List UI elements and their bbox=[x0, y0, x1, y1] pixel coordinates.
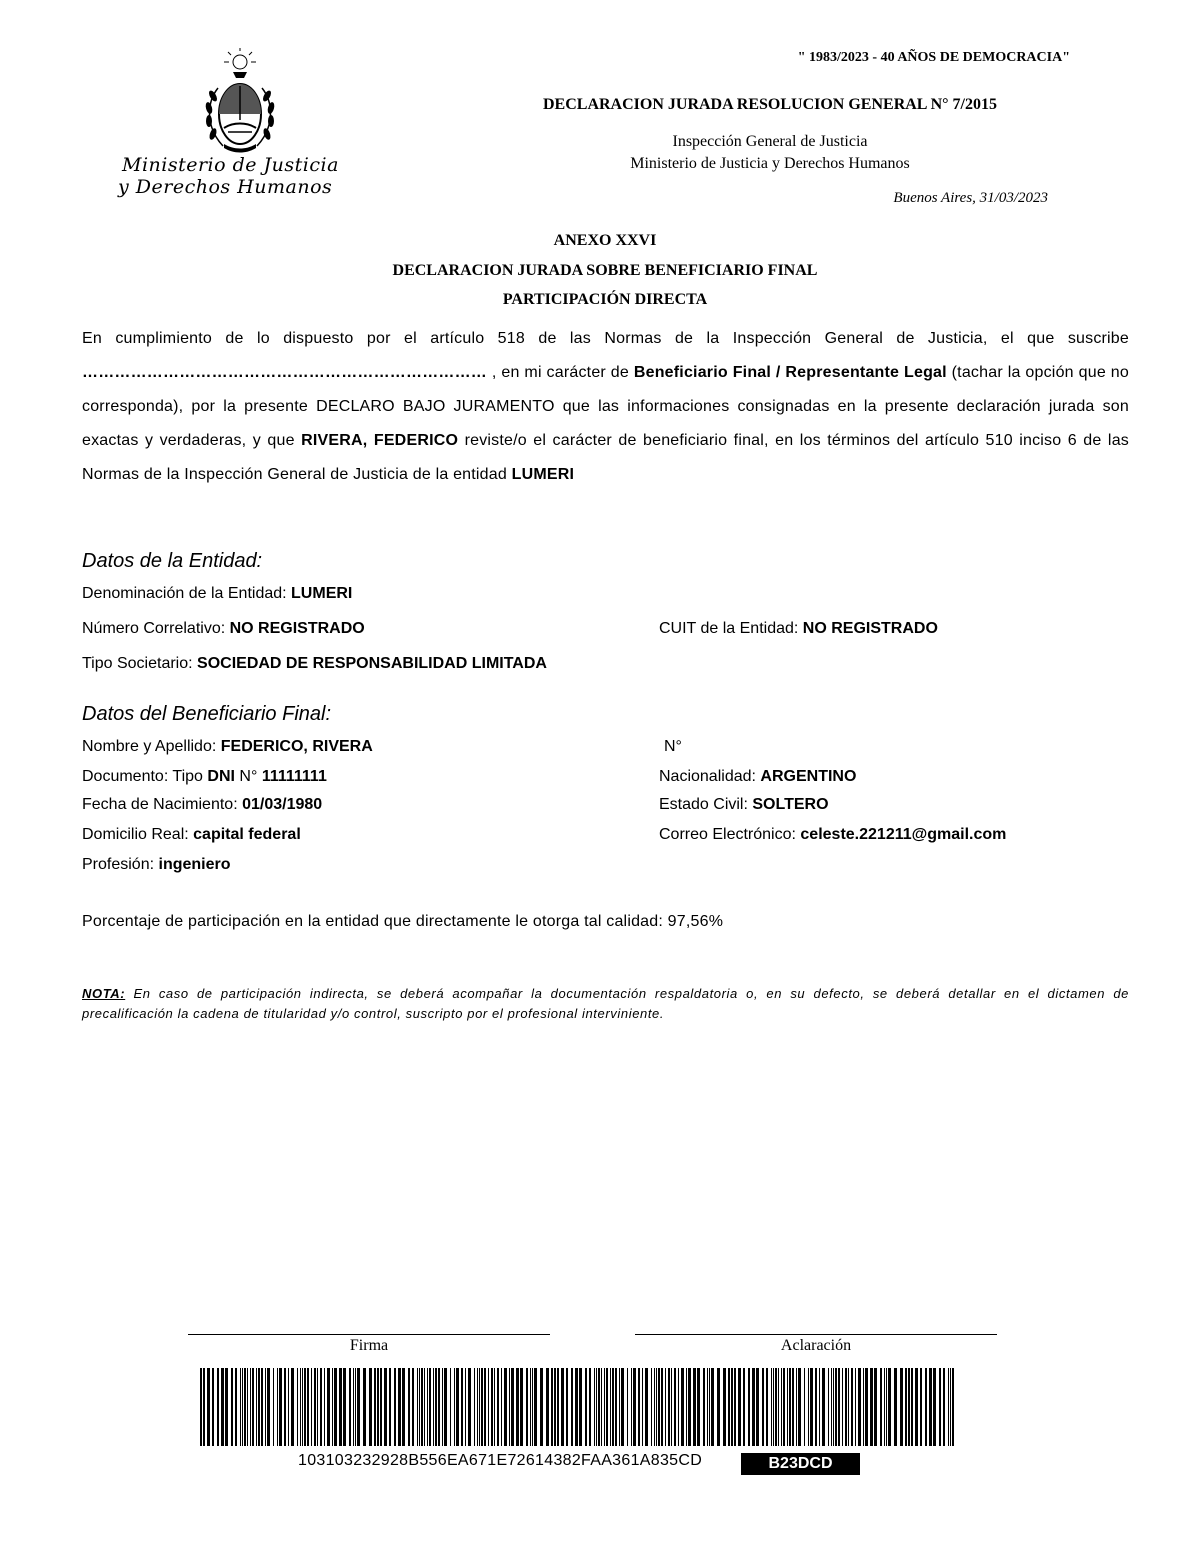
civil-status-value: SOLTERO bbox=[752, 796, 829, 813]
barcode-bar bbox=[551, 1368, 553, 1446]
document-label: Documento: Tipo bbox=[82, 768, 203, 785]
barcode-bar bbox=[661, 1368, 663, 1446]
barcode-bar bbox=[207, 1368, 210, 1446]
entity-number-value: NO REGISTRADO bbox=[229, 620, 365, 637]
barcode-bar bbox=[421, 1368, 423, 1446]
barcode-bar bbox=[343, 1368, 346, 1446]
body-part-1: En cumplimiento de lo dispuesto por el artículo 518 de las Normas de la Inspección General de Justicia, el que suscribe bbox=[82, 330, 1129, 347]
entity-name-value: LUMERI bbox=[291, 585, 353, 602]
barcode-bar bbox=[526, 1368, 528, 1446]
barcode-bar bbox=[828, 1368, 829, 1446]
barcode-bar bbox=[317, 1368, 318, 1446]
entity-type-value: SOCIEDAD DE RESPONSABILIDAD LIMITADA bbox=[197, 655, 547, 672]
beneficiary-number-label: N° bbox=[664, 738, 682, 755]
barcode-bar bbox=[484, 1368, 486, 1446]
barcode-bar bbox=[279, 1368, 282, 1446]
barcode-bar bbox=[477, 1368, 478, 1446]
barcode-bar bbox=[838, 1368, 840, 1446]
barcode-bar bbox=[920, 1368, 922, 1446]
entity-type-field bbox=[82, 655, 547, 673]
barcode-bar bbox=[845, 1368, 847, 1446]
barcode-bar bbox=[258, 1368, 260, 1446]
barcode-bar bbox=[481, 1368, 483, 1446]
barcode-bar bbox=[709, 1368, 710, 1446]
barcode-bar bbox=[756, 1368, 759, 1446]
barcode-bar bbox=[302, 1368, 303, 1446]
barcode-bar bbox=[291, 1368, 294, 1446]
barcode-bar bbox=[332, 1368, 333, 1446]
barcode-bar bbox=[752, 1368, 755, 1446]
barcode-bar bbox=[334, 1368, 337, 1446]
barcode-bar bbox=[501, 1368, 502, 1446]
barcode-bar bbox=[355, 1368, 356, 1446]
barcode-bar bbox=[374, 1368, 376, 1446]
barcode-bar bbox=[884, 1368, 885, 1446]
barcode-bar bbox=[773, 1368, 774, 1446]
barcode-bar bbox=[217, 1368, 219, 1446]
barcode-bar bbox=[707, 1368, 708, 1446]
barcode-bar bbox=[792, 1368, 794, 1446]
barcode-bar bbox=[438, 1368, 440, 1446]
ministry-line-2: y Derechos Humanos bbox=[118, 176, 333, 198]
barcode-bar bbox=[651, 1368, 652, 1446]
document-number-label: N° bbox=[239, 768, 258, 785]
barcode-bar bbox=[349, 1368, 351, 1446]
barcode-bar bbox=[534, 1368, 537, 1446]
barcode-bar bbox=[377, 1368, 379, 1446]
barcode-bar bbox=[265, 1368, 266, 1446]
barcode-bar bbox=[658, 1368, 660, 1446]
barcode-bar bbox=[530, 1368, 531, 1446]
barcode-bar bbox=[606, 1368, 608, 1446]
barcode-bar bbox=[863, 1368, 864, 1446]
barcode-bar bbox=[384, 1368, 387, 1446]
signer-blank: ………………………………………………………………… bbox=[82, 364, 487, 381]
barcode-bar bbox=[874, 1368, 877, 1446]
barcode-bar bbox=[810, 1368, 813, 1446]
barcode-bar bbox=[250, 1368, 251, 1446]
barcode-bar bbox=[284, 1368, 286, 1446]
barcode-bar bbox=[678, 1368, 679, 1446]
barcode-bar bbox=[212, 1368, 214, 1446]
barcode-bar bbox=[288, 1368, 289, 1446]
clarification-label: Aclaración bbox=[780, 1337, 852, 1354]
barcode-bar bbox=[908, 1368, 910, 1446]
ministry-name bbox=[118, 154, 368, 198]
barcode-bar bbox=[474, 1368, 475, 1446]
barcode-bar bbox=[723, 1368, 726, 1446]
barcode-bar bbox=[681, 1368, 684, 1446]
barcode-bar bbox=[796, 1368, 797, 1446]
barcode-bar bbox=[398, 1368, 401, 1446]
barcode-bar bbox=[848, 1368, 849, 1446]
barcode-bar bbox=[532, 1368, 533, 1446]
nationality-field bbox=[659, 768, 856, 786]
civil-status-label: Estado Civil: bbox=[659, 796, 748, 813]
barcode-bar bbox=[880, 1368, 882, 1446]
barcode-bar bbox=[516, 1368, 519, 1446]
barcode-bar bbox=[933, 1368, 936, 1446]
barcode-bar bbox=[554, 1368, 556, 1446]
email-field bbox=[659, 826, 1006, 844]
barcode-bar bbox=[596, 1368, 597, 1446]
barcode-bar bbox=[435, 1368, 437, 1446]
signature-line bbox=[188, 1334, 550, 1335]
barcode-bar bbox=[633, 1368, 636, 1446]
barcode-bar bbox=[579, 1368, 582, 1446]
barcode-bar bbox=[497, 1368, 499, 1446]
barcode-bar bbox=[815, 1368, 817, 1446]
barcode-bar bbox=[819, 1368, 820, 1446]
barcode-bar bbox=[589, 1368, 591, 1446]
body-part-4: reviste/o el carácter de beneficiario final, en los términos del artículo 510 inciso 6 de las Normas de la Inspección General de Justicia de la entidad bbox=[82, 432, 1129, 483]
barcode-bar bbox=[339, 1368, 342, 1446]
barcode-bar bbox=[929, 1368, 932, 1446]
barcode-bar bbox=[833, 1368, 834, 1446]
barcode-bar bbox=[743, 1368, 745, 1446]
entity-name: LUMERI bbox=[511, 466, 575, 483]
birth-date-label: Fecha de Nacimiento: bbox=[82, 796, 238, 813]
profession-label: Profesión: bbox=[82, 856, 155, 873]
barcode-bar bbox=[267, 1368, 270, 1446]
inspection-line-1: Inspección General de Justicia bbox=[672, 133, 868, 150]
barcode-bar bbox=[783, 1368, 785, 1446]
entity-cuit-field bbox=[659, 620, 938, 638]
barcode-bar bbox=[654, 1368, 655, 1446]
barcode-bar bbox=[252, 1368, 254, 1446]
barcode-bar bbox=[686, 1368, 687, 1446]
beneficiary-name-value: FEDERICO, RIVERA bbox=[220, 738, 373, 755]
barcode-bar bbox=[915, 1368, 918, 1446]
barcode-bar bbox=[594, 1368, 595, 1446]
barcode-bar bbox=[822, 1368, 825, 1446]
barcode-bar bbox=[203, 1368, 205, 1446]
note-label: NOTA: bbox=[82, 986, 126, 1001]
barcode-bar bbox=[479, 1368, 480, 1446]
barcode-bar bbox=[566, 1368, 568, 1446]
barcode-bar bbox=[571, 1368, 573, 1446]
barcode-bar bbox=[842, 1368, 843, 1446]
barcode-bar bbox=[540, 1368, 543, 1446]
barcode-bar bbox=[261, 1368, 263, 1446]
barcode-bar bbox=[429, 1368, 431, 1446]
body-part-2: , en mi carácter de bbox=[491, 364, 629, 381]
barcode-bar bbox=[327, 1368, 330, 1446]
barcode-bar bbox=[642, 1368, 643, 1446]
document-date: Buenos Aires, 31/03/2023 bbox=[893, 190, 1048, 206]
profession-value: ingeniero bbox=[158, 856, 231, 873]
nationality-value: ARGENTINO bbox=[760, 768, 857, 785]
barcode-bar bbox=[604, 1368, 605, 1446]
barcode-bar bbox=[911, 1368, 913, 1446]
note-text: En caso de participación indirecta, se deberá acompañar la documentación respaldatoria o, en su defecto, se deberá detallar en el dictamen de precalificación la cadena de titularidad y/o control, suscripto por el profesional interviniente. bbox=[82, 986, 1129, 1021]
barcode-bar bbox=[256, 1368, 257, 1446]
barcode-bar bbox=[456, 1368, 459, 1446]
barcode bbox=[198, 1368, 958, 1446]
barcode-bar bbox=[300, 1368, 301, 1446]
barcode-bar bbox=[247, 1368, 248, 1446]
barcode-bar bbox=[444, 1368, 447, 1446]
barcode-bar bbox=[221, 1368, 224, 1446]
barcode-bar bbox=[703, 1368, 705, 1446]
barcode-bar bbox=[240, 1368, 241, 1446]
barcode-bar bbox=[324, 1368, 325, 1446]
barcode-bar bbox=[697, 1368, 700, 1446]
barcode-bar bbox=[427, 1368, 428, 1446]
barcode-bar bbox=[775, 1368, 777, 1446]
barcode-bar bbox=[621, 1368, 624, 1446]
barcode-bar bbox=[638, 1368, 640, 1446]
barcode-bar bbox=[717, 1368, 720, 1446]
barcode-bar bbox=[389, 1368, 391, 1446]
barcode-bar bbox=[402, 1368, 405, 1446]
barcode-bar bbox=[450, 1368, 451, 1446]
civil-status-field bbox=[659, 796, 829, 814]
birth-date-value: 01/03/1980 bbox=[242, 796, 323, 813]
barcode-bar bbox=[804, 1368, 805, 1446]
barcode-bar bbox=[561, 1368, 564, 1446]
barcode-bar bbox=[894, 1368, 897, 1446]
barcode-bar bbox=[314, 1368, 316, 1446]
barcode-bar bbox=[235, 1368, 237, 1446]
barcode-bar bbox=[610, 1368, 611, 1446]
barcode-bar bbox=[465, 1368, 466, 1446]
barcode-bar bbox=[412, 1368, 414, 1446]
barcode-bar bbox=[273, 1368, 274, 1446]
issuing-authority bbox=[470, 131, 1070, 175]
document-field bbox=[82, 768, 327, 786]
barcode-bar bbox=[766, 1368, 768, 1446]
beneficiary-section-heading: Datos del Beneficiario Final: bbox=[82, 703, 332, 725]
annex-title: ANEXO XXVI bbox=[553, 232, 657, 249]
barcode-check-code: B23DCD bbox=[741, 1453, 860, 1475]
barcode-bar bbox=[419, 1368, 420, 1446]
barcode-bar bbox=[771, 1368, 772, 1446]
participation-percentage: Porcentaje de participación en la entidad que directamente le otorga tal calidad: 97,56% bbox=[82, 913, 724, 930]
barcode-bar bbox=[939, 1368, 941, 1446]
barcode-bar bbox=[900, 1368, 903, 1446]
barcode-bar bbox=[619, 1368, 620, 1446]
barcode-bar bbox=[244, 1368, 246, 1446]
barcode-bar bbox=[468, 1368, 471, 1446]
barcode-bar bbox=[781, 1368, 782, 1446]
barcode-bar bbox=[943, 1368, 945, 1446]
barcode-bar bbox=[798, 1368, 801, 1446]
barcode-bar bbox=[748, 1368, 750, 1446]
barcode-bar bbox=[369, 1368, 372, 1446]
barcode-bar bbox=[491, 1368, 493, 1446]
role-text: Beneficiario Final / Representante Legal bbox=[633, 364, 947, 381]
inspection-line-2: Ministerio de Justicia y Derechos Humanos bbox=[630, 155, 910, 172]
birth-date-field bbox=[82, 796, 322, 814]
barcode-bar bbox=[394, 1368, 396, 1446]
email-label: Correo Electrónico: bbox=[659, 826, 796, 843]
barcode-bar bbox=[380, 1368, 382, 1446]
barcode-bar bbox=[952, 1368, 954, 1446]
barcode-bar bbox=[297, 1368, 298, 1446]
barcode-bar bbox=[688, 1368, 691, 1446]
barcode-bar bbox=[855, 1368, 856, 1446]
barcode-bar bbox=[442, 1368, 443, 1446]
barcode-bar bbox=[731, 1368, 733, 1446]
barcode-bar bbox=[693, 1368, 696, 1446]
barcode-bar bbox=[631, 1368, 632, 1446]
beneficiary-name: RIVERA, FEDERICO bbox=[301, 432, 459, 449]
barcode-bar bbox=[357, 1368, 360, 1446]
barcode-bar bbox=[787, 1368, 788, 1446]
barcode-bar bbox=[674, 1368, 676, 1446]
entity-name-field bbox=[82, 585, 352, 603]
barcode-bar bbox=[353, 1368, 354, 1446]
barcode-bar bbox=[831, 1368, 832, 1446]
barcode-bar bbox=[734, 1368, 736, 1446]
barcode-bar bbox=[738, 1368, 741, 1446]
barcode-bar bbox=[504, 1368, 507, 1446]
ministry-line-1: Ministerio de Justicia bbox=[122, 154, 339, 176]
barcode-bar bbox=[509, 1368, 510, 1446]
barcode-bar bbox=[711, 1368, 714, 1446]
barcode-bar bbox=[520, 1368, 523, 1446]
barcode-bar bbox=[417, 1368, 418, 1446]
barcode-bar bbox=[888, 1368, 891, 1446]
barcode-bar bbox=[307, 1368, 309, 1446]
barcode-bar bbox=[905, 1368, 907, 1446]
barcode-bar bbox=[598, 1368, 600, 1446]
barcode-bar bbox=[461, 1368, 463, 1446]
barcode-bar bbox=[408, 1368, 410, 1446]
barcode-number: 103103232928B556EA671E72614382FAA361A835CD bbox=[298, 1452, 703, 1469]
beneficiary-name-field bbox=[82, 738, 373, 756]
barcode-bar bbox=[612, 1368, 614, 1446]
barcode-bar bbox=[615, 1368, 617, 1446]
barcode-bar bbox=[762, 1368, 764, 1446]
barcode-bar bbox=[728, 1368, 730, 1446]
entity-cuit-value: NO REGISTRADO bbox=[802, 620, 938, 637]
body-part-3: (tachar la opción que no corresponda), por la presente DECLARO BAJO JURAMENTO que las informaciones consignadas en la presente declaración jurada son exactas y verdaderas, y que bbox=[82, 364, 1129, 449]
barcode-bar bbox=[950, 1368, 951, 1446]
barcode-bar bbox=[200, 1368, 202, 1446]
address-label: Domicilio Real: bbox=[82, 826, 189, 843]
entity-number-label: Número Correlativo: bbox=[82, 620, 226, 637]
entity-cuit-label: CUIT de la Entidad: bbox=[659, 620, 799, 637]
barcode-bar bbox=[870, 1368, 873, 1446]
barcode-bar bbox=[808, 1368, 809, 1446]
barcode-bar bbox=[865, 1368, 868, 1446]
barcode-bar bbox=[778, 1368, 779, 1446]
profession-field bbox=[82, 856, 231, 874]
barcode-bar bbox=[575, 1368, 578, 1446]
barcode-bar bbox=[851, 1368, 853, 1446]
clarification-line bbox=[635, 1334, 997, 1335]
barcode-bar bbox=[886, 1368, 887, 1446]
barcode-bar bbox=[363, 1368, 366, 1446]
barcode-bar bbox=[454, 1368, 455, 1446]
barcode-bar bbox=[645, 1368, 648, 1446]
barcode-bar bbox=[424, 1368, 425, 1446]
note-block bbox=[82, 984, 1129, 1024]
barcode-bar bbox=[925, 1368, 927, 1446]
barcode-bar bbox=[433, 1368, 434, 1446]
barcode-bar bbox=[627, 1368, 628, 1446]
barcode-bar bbox=[601, 1368, 602, 1446]
barcode-bar bbox=[671, 1368, 672, 1446]
barcode-bar bbox=[835, 1368, 837, 1446]
entity-name-label: Denominación de la Entidad: bbox=[82, 585, 287, 602]
beneficiary-name-label: Nombre y Apellido: bbox=[82, 738, 217, 755]
address-value: capital federal bbox=[193, 826, 301, 843]
entity-section-heading: Datos de la Entidad: bbox=[82, 550, 263, 572]
document-type: DNI bbox=[207, 768, 235, 785]
barcode-bar bbox=[789, 1368, 791, 1446]
signature-label: Firma bbox=[349, 1337, 389, 1354]
address-field bbox=[82, 826, 301, 844]
nationality-label: Nacionalidad: bbox=[659, 768, 756, 785]
barcode-bar bbox=[665, 1368, 666, 1446]
coat-of-arms-icon bbox=[118, 48, 388, 158]
barcode-bar bbox=[277, 1368, 278, 1446]
barcode-bar bbox=[511, 1368, 514, 1446]
email-value: celeste.221211@gmail.com bbox=[800, 826, 1007, 843]
barcode-bar bbox=[858, 1368, 861, 1446]
declaration-body bbox=[82, 322, 1129, 492]
document-number: 11111111 bbox=[261, 768, 327, 785]
barcode-bar bbox=[242, 1368, 243, 1446]
resolution-title: DECLARACION JURADA RESOLUCION GENERAL N° 7/2015 bbox=[542, 96, 997, 113]
barcode-bar bbox=[488, 1368, 489, 1446]
barcode-bar bbox=[546, 1368, 549, 1446]
barcode-bar bbox=[320, 1368, 322, 1446]
barcode-bar bbox=[494, 1368, 495, 1446]
declaration-title: DECLARACION JURADA SOBRE BENEFICIARIO FINAL bbox=[392, 262, 818, 279]
barcode-bar bbox=[668, 1368, 670, 1446]
barcode-bar bbox=[231, 1368, 233, 1446]
democracy-slogan: " 1983/2023 - 40 AÑOS DE DEMOCRACIA" bbox=[797, 50, 1070, 65]
entity-number-field bbox=[82, 620, 365, 638]
barcode-bar bbox=[585, 1368, 587, 1446]
ministry-logo bbox=[118, 48, 388, 208]
participation-title: PARTICIPACIÓN DIRECTA bbox=[502, 291, 708, 308]
barcode-bar bbox=[304, 1368, 306, 1446]
barcode-bar bbox=[557, 1368, 559, 1446]
barcode-bar bbox=[311, 1368, 312, 1446]
barcode-bar bbox=[948, 1368, 949, 1446]
barcode-bar bbox=[225, 1368, 228, 1446]
entity-type-label: Tipo Societario: bbox=[82, 655, 193, 672]
barcode-bar bbox=[656, 1368, 657, 1446]
